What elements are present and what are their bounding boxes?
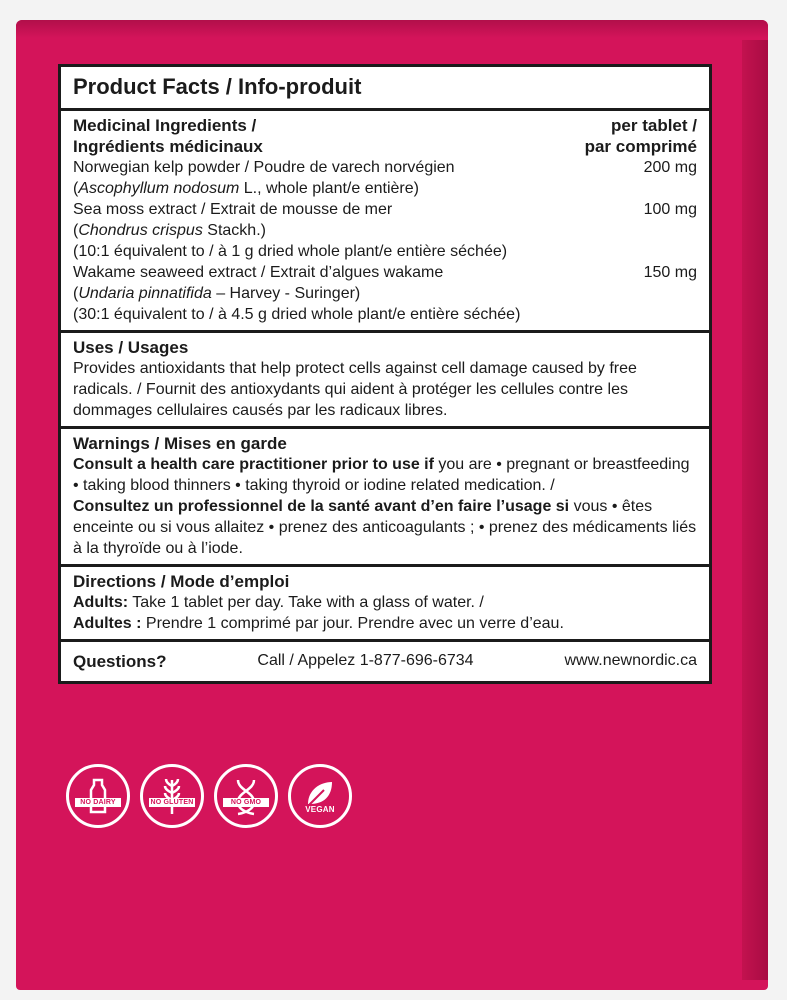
directions-text-en xyxy=(73,592,697,613)
panel-title: Product Facts / Info-produit xyxy=(73,74,362,99)
certification-badges xyxy=(66,764,352,828)
ingredient-latin-suffix: – Harvey - Suringer) xyxy=(211,285,361,302)
no-dairy-badge xyxy=(66,764,130,828)
warnings-heading: Warnings / Mises en garde xyxy=(73,434,287,453)
package-side-edge xyxy=(742,40,768,980)
product-facts-panel xyxy=(58,64,712,684)
ingredient-amount: 100 mg xyxy=(643,201,697,218)
warnings-body-fr: vous • êtes enceinte ou si vous allaitez • prenez des anticoagulants ; • prenez des médicaments liés à la thyroïde ou à l’iode. xyxy=(73,498,697,557)
ingredient-name: Wakame seaweed extract / Extrait d’algues wakame xyxy=(73,264,444,281)
package-top-edge xyxy=(16,20,768,38)
directions-text-fr xyxy=(73,613,697,634)
directions-bold-en: Adults: xyxy=(73,594,129,611)
directions-bold-fr: Adultes : xyxy=(73,615,142,632)
badge-label: VEGAN xyxy=(305,805,335,814)
warnings-text-fr xyxy=(73,496,697,559)
ingredient-name: Norwegian kelp powder / Poudre de varech norvégien xyxy=(73,159,455,176)
vegan-badge xyxy=(288,764,352,828)
questions-phone: Call / Appelez 1-877-696-6734 xyxy=(257,652,474,669)
badge-label: NO GLUTEN xyxy=(150,799,194,806)
ingredient-item: Sea moss extract / Extrait de mousse de mer 100 mg (Chondrus crispus Stackh.) (10:1 équivalent to / à 1 g dried whole plant/e entière séchée) xyxy=(73,201,697,260)
uses-heading: Uses / Usages xyxy=(73,338,189,357)
wheat-icon xyxy=(150,774,194,818)
ingredient-item: Norwegian kelp powder / Poudre de varech norvégien 200 mg (Ascophyllum nodosum L., whole plant/e entière) xyxy=(73,159,697,197)
warnings-text-en xyxy=(73,454,697,496)
no-gmo-badge xyxy=(214,764,278,828)
ingredients-section xyxy=(61,111,709,333)
bottle-icon xyxy=(76,774,120,818)
warnings-body-en: you are • pregnant or breastfeeding • taking blood thinners • taking thyroid or iodine related medication. / xyxy=(73,456,690,494)
ingredient-item: Wakame seaweed extract / Extrait d’algues wakame 150 mg (Undaria pinnatifida – Harvey - Suringer) (30:1 équivalent to / à 4.5 g dried whole plant/e entière séchée) xyxy=(73,264,697,323)
badge-label: NO DAIRY xyxy=(75,798,121,807)
warnings-section xyxy=(61,429,709,567)
warnings-bold-fr: Consultez un professionnel de la santé avant d’en faire l’usage si xyxy=(73,498,570,515)
questions-label: Questions? xyxy=(73,651,167,671)
ingredient-equivalence: (10:1 équivalent to / à 1 g dried whole plant/e entière séchée) xyxy=(73,243,508,260)
ingredient-latin-name: Chondrus crispus xyxy=(78,222,203,239)
uses-section xyxy=(61,333,709,429)
ingredient-latin-suffix: L., whole plant/e entière) xyxy=(239,180,419,197)
ingredient-latin-name: Undaria pinnatifida xyxy=(78,285,212,302)
questions-website: www.newnordic.ca xyxy=(564,652,697,669)
ingredient-latin-name: Ascophyllum nodosum xyxy=(78,180,240,197)
directions-body-fr: Prendre 1 comprimé par jour. Prendre avec un verre d’eau. xyxy=(141,615,564,632)
per-tablet-fr: par comprimé xyxy=(584,137,697,156)
ingredients-heading-en: Medicinal Ingredients / xyxy=(73,116,257,135)
ingredients-heading-fr: Ingrédients médicinaux xyxy=(73,137,263,156)
dna-icon xyxy=(224,774,268,818)
ingredient-latin-suffix: Stackh.) xyxy=(202,222,266,239)
questions-section xyxy=(61,642,709,681)
ingredient-amount: 150 mg xyxy=(643,264,697,281)
panel-header xyxy=(61,67,709,111)
per-tablet-en: per tablet / xyxy=(611,116,697,135)
directions-body-en: Take 1 tablet per day. Take with a glass of water. / xyxy=(128,594,484,611)
badge-label: NO GMO xyxy=(223,798,269,807)
uses-text: Provides antioxidants that help protect cells against cell damage caused by free radicals. / Fournit des antioxydants qui aident à protéger les cellules contre les dommages cellulaires causés par les radicaux libres. xyxy=(73,360,637,419)
directions-section xyxy=(61,567,709,642)
no-gluten-badge xyxy=(140,764,204,828)
directions-heading: Directions / Mode d’emploi xyxy=(73,572,290,591)
warnings-bold-en: Consult a health care practitioner prior to use if xyxy=(73,456,434,473)
ingredient-equivalence: (30:1 équivalent to / à 4.5 g dried whole plant/e entière séchée) xyxy=(73,306,521,323)
ingredient-name: Sea moss extract / Extrait de mousse de mer xyxy=(73,201,393,218)
ingredient-amount: 200 mg xyxy=(643,159,697,176)
